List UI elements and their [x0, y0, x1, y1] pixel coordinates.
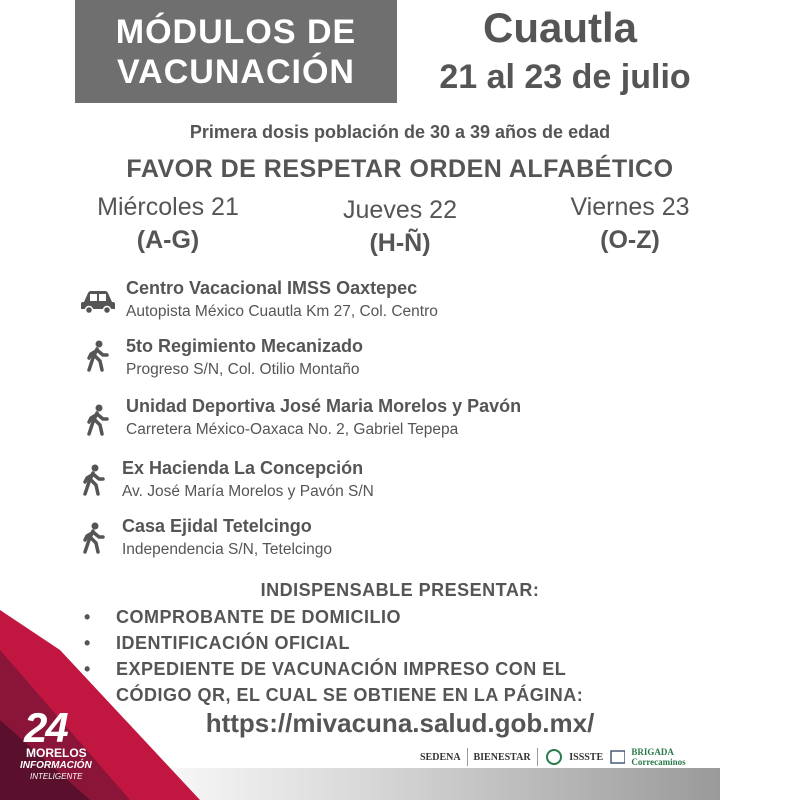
bullet: •: [84, 633, 91, 653]
location-address: Independencia S/N, Tetelcingo: [122, 541, 332, 558]
location-name: Centro Vacacional IMSS Oaxtepec: [126, 278, 418, 298]
location-address: Autopista México Cuautla Km 27, Col. Centro: [126, 303, 438, 320]
institution-logos: [420, 742, 720, 772]
government-emblem-icon: [609, 748, 625, 766]
location-name: 5to Regimiento Mecanizado: [126, 336, 364, 356]
requirement-text: EXPEDIENTE DE VACUNACIÓN IMPRESO CON EL: [116, 659, 567, 679]
location-name: Unidad Deportiva José Maria Morelos y Pavón: [126, 396, 522, 416]
brand-tagline-1: INFORMACIÓN: [20, 760, 92, 771]
divider: [467, 748, 468, 766]
location-address: Carretera México-Oaxaca No. 2, Gabriel Tepepa: [126, 421, 459, 438]
bullet: •: [84, 659, 91, 679]
imss-logo-icon: [543, 748, 563, 766]
day-range: (H-Ñ): [369, 229, 431, 257]
day-range: (O-Z): [600, 226, 660, 254]
title-line-1: MÓDULOS DE: [115, 12, 357, 51]
requirement-text: IDENTIFICACIÓN OFICIAL: [116, 633, 350, 653]
day-friday: [520, 193, 740, 255]
location-address: Av. José María Morelos y Pavón S/N: [122, 483, 374, 500]
brand-tagline-2: INTELIGENTE: [30, 772, 83, 781]
logo-sedena: SEDENA: [420, 751, 461, 763]
bottom-gradient-bar: [120, 768, 720, 800]
walking-person-icon: [80, 340, 116, 372]
day-name: Viernes 23: [570, 193, 690, 221]
walking-person-icon: [76, 522, 112, 554]
day-name: Jueves 22: [343, 196, 457, 224]
bullet: •: [84, 607, 91, 627]
day-range: (A-G): [136, 226, 200, 254]
day-thursday: [290, 196, 510, 258]
subtitle: Primera dosis población de 30 a 39 años de edad: [189, 122, 611, 142]
divider: [537, 748, 538, 766]
location-address: Progreso S/N, Col. Otilio Montaño: [126, 361, 360, 378]
city-name: Cuautla: [482, 4, 637, 51]
date-range: 21 al 23 de julio: [439, 58, 691, 96]
location-name: Ex Hacienda La Concepción: [122, 458, 364, 478]
location-name: Casa Ejidal Tetelcingo: [122, 516, 312, 536]
walking-person-icon: [80, 404, 116, 436]
requirement-continuation: CÓDIGO QR, EL CUAL SE OBTIENE EN LA PÁGINA:: [116, 685, 584, 705]
walking-person-icon: [76, 464, 112, 496]
day-name: Miércoles 21: [97, 193, 239, 221]
car-icon: [80, 282, 116, 314]
requirement-text: COMPROBANTE DE DOMICILIO: [116, 607, 401, 627]
day-wednesday: [58, 193, 278, 255]
brand-number: 24: [24, 704, 67, 751]
logo-bienestar: BIENESTAR: [473, 751, 531, 763]
vaccine-url: https://mivacuna.salud.gob.mx/: [205, 708, 595, 738]
logo-issste: ISSSTE: [569, 751, 604, 763]
requirements-title: INDISPENSABLE PRESENTAR:: [260, 580, 540, 600]
title-line-2: VACUNACIÓN: [117, 52, 355, 91]
title-banner: [75, 0, 397, 103]
order-notice: FAVOR DE RESPETAR ORDEN ALFABÉTICO: [126, 155, 674, 183]
brand-name: MORELOS: [26, 746, 87, 760]
logo-brigada: BRIGADA Correcaminos: [631, 747, 686, 767]
